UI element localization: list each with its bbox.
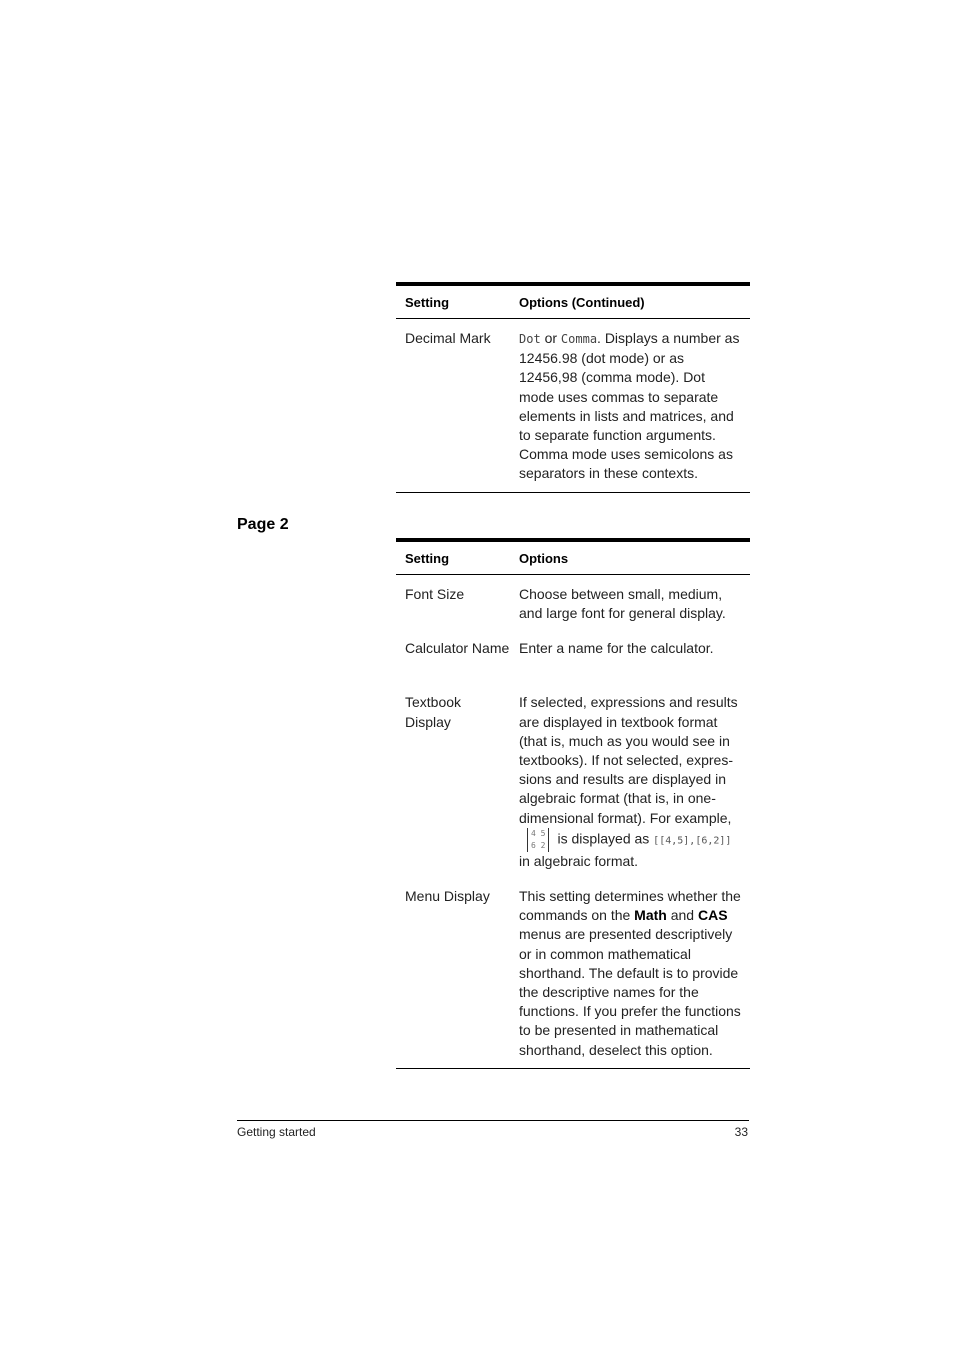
option-comma: Comma: [560, 332, 598, 346]
table-row-calculator-name: [396, 623, 750, 677]
algebraic-code: [[4,5],[6,2]]: [653, 835, 732, 847]
option-text-mid: is displayed as: [557, 830, 650, 847]
option-or: or: [540, 330, 561, 346]
setting-name: Calculator Name: [405, 640, 510, 657]
setting-options: [519, 329, 741, 484]
option-text: This setting determines whether the commands on the: [519, 888, 741, 924]
option-description: If selected, expressions and results are displayed in textbook format (that is, much as you would see in textbooks). If not selected, expres-sions and results are displayed in algebraic format (that is, in one-dimensional format). For example,: [519, 694, 738, 826]
table-row-menu-display: [396, 871, 750, 1068]
example-matrix: [527, 828, 549, 852]
matrix-row: 4 5: [531, 828, 546, 838]
option-description: . Displays a number as 12456.98 (dot mode) or as 12456,98 (comma mode). Dot mode uses commas to separate elements in lists and matrices, and to separate function arguments. Comma mode uses semicolons as separators in these contexts.: [519, 330, 740, 482]
footer-rule: [237, 1120, 749, 1121]
table-header: [396, 538, 750, 575]
header-options: Options (Continued): [519, 295, 645, 310]
footer-chapter: Getting started: [237, 1125, 316, 1139]
header-options: Options: [519, 551, 569, 566]
table-bottom-rule: [396, 492, 750, 493]
math-menu-name: Math: [634, 907, 667, 924]
page-number: 33: [734, 1125, 748, 1139]
matrix-row: 6 2: [531, 840, 546, 850]
settings-table-continued: [396, 282, 750, 493]
header-setting: Setting: [405, 295, 450, 310]
setting-options: Choose between small, medium, and large font for general display.: [519, 586, 726, 622]
cas-menu-name: CAS: [697, 907, 728, 924]
header-setting: Setting: [405, 551, 450, 566]
option-text-end: in algebraic format.: [519, 852, 639, 869]
table-row: [396, 319, 750, 492]
option-text: menus are presented descriptively or in common mathematical shorthand. The default is to provide the descriptive names for the functions. If you prefer the functions to be presented in mathematical shorthand, deselect this option.: [519, 926, 741, 1058]
table-row-textbook-display: [396, 677, 750, 871]
setting-name: Font Size: [405, 586, 465, 602]
setting-options: Enter a name for the calculator.: [519, 640, 714, 657]
settings-table-page2: [396, 538, 750, 1069]
table-bottom-rule: [396, 1068, 750, 1069]
option-text: and: [666, 907, 698, 924]
setting-name: Menu Display: [405, 888, 490, 905]
table-header: [396, 282, 750, 319]
setting-name: Textbook Display: [405, 694, 462, 730]
setting-name: Decimal Mark: [405, 330, 491, 346]
setting-options: [519, 693, 741, 871]
option-dot: Dot: [519, 332, 541, 346]
table-row-font-size: [396, 575, 750, 623]
setting-options: [519, 887, 741, 1060]
section-title: Page 2: [237, 516, 289, 533]
